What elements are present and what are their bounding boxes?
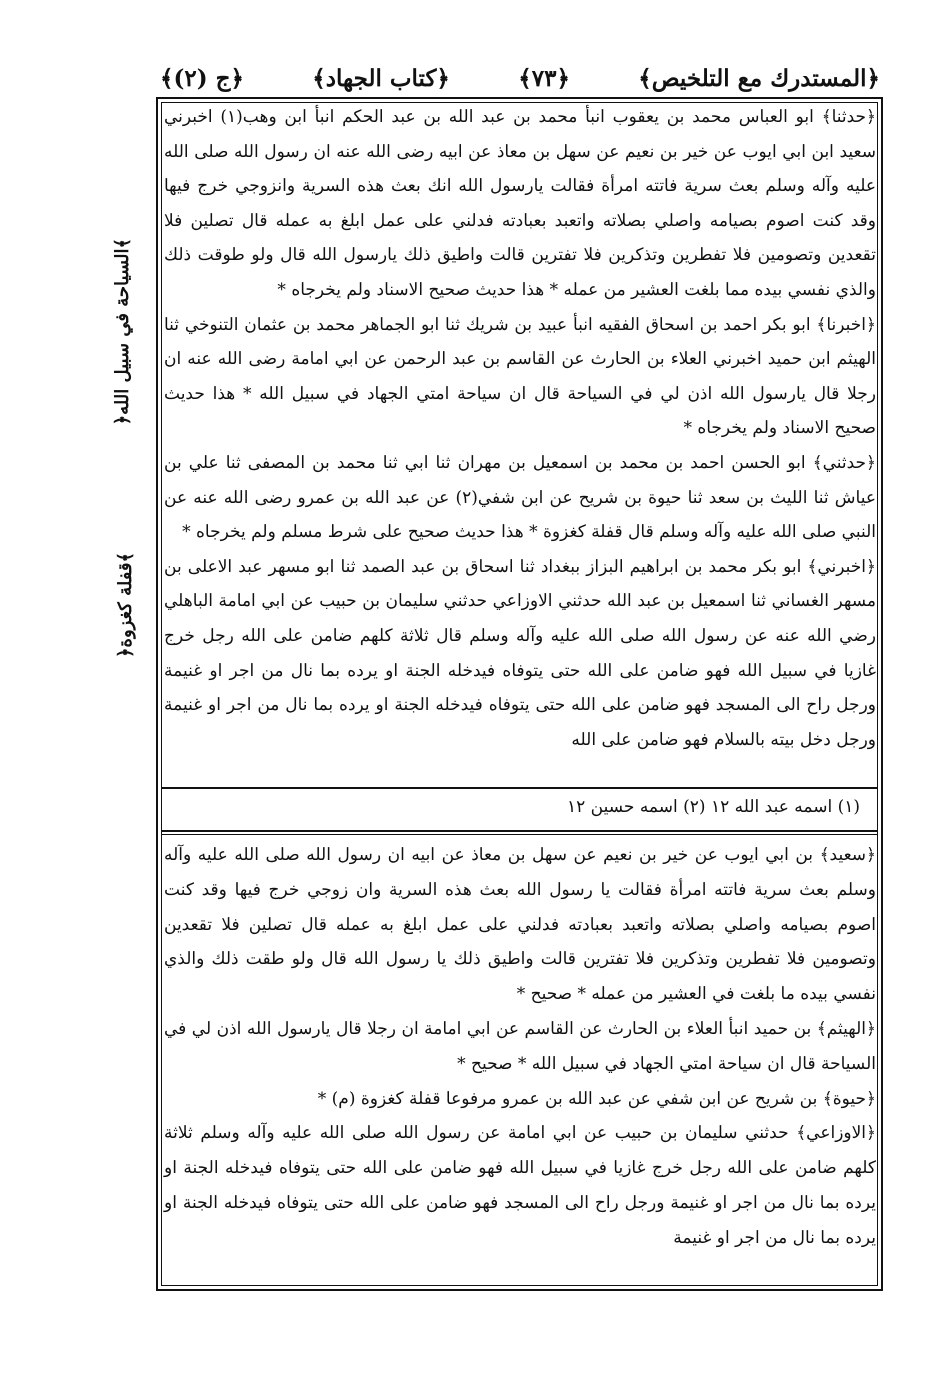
running-title: ﴿المستدرك مع التلخيص﴾ [638, 64, 880, 92]
hadith-paragraph-3: ﴿حدثني﴾ ابو الحسن احمد بن محمد بن اسمعيل بن مهران ثنا ابي ثنا محمد بن المصفى ثنا علي بن عياش ثنا الليث بن سعد ثنا حيوة بن شريح عن ابن شفي(٢) عن عبد الله بن عمرو رضى الله عنه عن النبي صلى الله عليه وآله وسلم قال قفلة كغزوة * هذا حديث صحيح على شرط مسلم ولم يخرجاه * [164, 452, 877, 543]
volume-label: ﴿ج (٢)﴾ [160, 64, 244, 92]
page-number: ﴿٧٣﴾ [518, 64, 570, 92]
summary-divider [162, 830, 878, 832]
hadith-paragraph-4: ﴿اخبرني﴾ ابو بكر محمد بن ابراهيم البزاز ببغداد ثنا اسحاق بن عبد الصمد ثنا ابو مسهر عبد الاعلى بن مسهر الغساني ثنا اسمعيل بن عبد الله حدثني الاوزاعي حدثني سليمان بن حبيب عن ابي امامة الباهلي رضي الله عنه عن رسول الله صلى الله عليه وآله وسلم قال ثلاثة كلهم ضامن على الله رجل خرج غازيا في سبيل الله فهو ضامن على الله حتى يتوفاه فيدخله الجنة او يرده بما نال من اجر او غنيمة ورجل راح الى المسجد فهو ضامن على الله حتى يتوفاه فيدخله الجنة او يرده بما نال من اجر او غنيمة ورجل دخل بيته بالسلام فهو ضامن على الله [164, 556, 876, 750]
summary-paragraph-4: ﴿الاوزاعي﴾ حدثني سليمان بن حبيب عن ابي امامة عن رسول الله صلى الله عليه وآله وسلم ثلاثة كلهم ضامن على الله رجل خرج غازيا في سبيل الله فهو ضامن على الله حتى يتوفاه فيدخله الجنة او يرده بما نال من اجر او غنيمة ورجل راح الى المسجد فهو ضامن على الله حتى يتوفاه فيدخله الجنة او يرده بما نال من اجر او غنيمة [164, 1123, 876, 1248]
book-title: ﴿كتاب الجهاد﴾ [312, 64, 450, 92]
margin-note-qafla: ﴿قفلة كغزوة﴾ [115, 552, 136, 658]
hadith-paragraph-1: ﴿حدثنا﴾ ابو العباس محمد بن يعقوب انبأ محمد بن عبد الله بن عبد الحكم انبأ ابن وهب(١) اخبرني سعيد ابن ابي ايوب عن خير بن نعيم عن سهل بن معاذ عن ابيه رضى الله عنه ان رسول الله صلى الله عليه وآله وسلم بعث سرية فاتته امرأة فقالت يارسول الله انك بعث هذه السرية وانزوجي خرج فيها وقد كنت اصوم بصيامه واصلي بصلاته واتعبد بعبادته فدلني على عمل ابلغ به عمله قال تصلين فلا تقعدين وتصومين فلا تفطرين وتذكرين فلا تفترين قالت واطيق ذلك يارسول الله قال ولو طوقت ذلك والذي نفسي بيده مما بلغت العشير من عمله * هذا حديث صحيح الاسناد ولم يخرجاه * [164, 107, 876, 300]
summary-divider-inner [162, 834, 878, 835]
page-header [160, 58, 880, 98]
summary-paragraph-1: ﴿سعيد﴾ بن ابي ايوب عن خير بن نعيم عن سهل بن معاذ عن ابيه ان رسول الله صلى الله عليه وآله وسلم بعث سرية فاتته امرأة فقالت يا رسول الله بعث هذه السرية وان زوجي خرج فيها وقد كنت اصوم بصيامه واصلي بصلاته واتعبد بعبادته فدلني على عمل ابلغ به عمله قال تصلين فلا تقعدين وتصومين فلا تفطرين وتذكرين فلا تفترين قالت واطيق ذلك يا رسول الله قال ولو طقت ذلك والذي نفسي بيده ما بلغت في العشير من عمله * صحيح * [164, 845, 876, 1005]
talkhis-text-block [164, 838, 876, 1256]
summary-paragraph-3: ﴿حيوة﴾ بن شريح عن ابن شفي عن عبد الله بن عمرو مرفوعا قفلة كغزوة (م) * [317, 1088, 876, 1109]
footnote-divider [162, 787, 878, 789]
margin-note-siyaha: ﴿السياحة في سبيل الله﴾ [112, 238, 133, 426]
footnotes: (١) اسمه عبد الله ١٢ (٢) اسمه حسين ١٢ [567, 797, 860, 817]
hadith-paragraph-2: ﴿اخبرنا﴾ ابو بكر احمد بن اسحاق الفقيه انبأ عبيد بن شريك ثنا ابو الجماهر محمد بن عثمان التنوخي ثنا الهيثم ابن حميد اخبرني العلاء بن الحارث عن القاسم بن عبد الرحمن عن ابي امامة رضى الله عنه ان رجلا قال يارسول الله اذن لي في السياحة قال ان سياحة امتي الجهاد في سبيل الله * هذا حديث صحيح الاسناد ولم يخرجاه * [164, 314, 876, 439]
summary-paragraph-2: ﴿الهيثم﴾ بن حميد انبأ العلاء بن الحارث عن القاسم عن ابي امامة ان رجلا قال يارسول الله اذن لي في السياحة قال ان سياحة امتي الجهاد في سبيل الله * صحيح * [164, 1018, 876, 1074]
main-text-block [164, 100, 876, 757]
